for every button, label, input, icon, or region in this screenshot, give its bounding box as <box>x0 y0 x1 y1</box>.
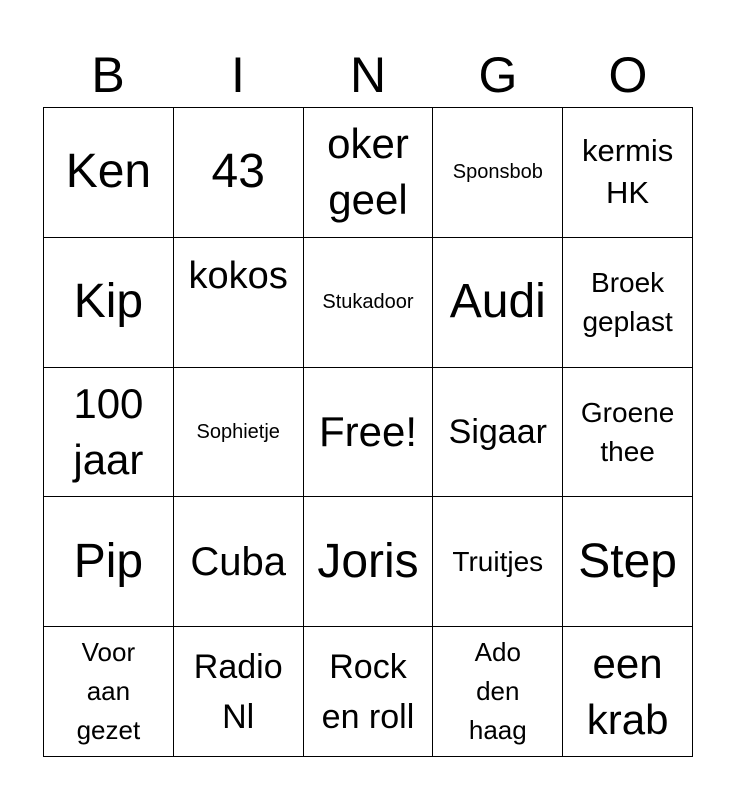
cell-text: Ado den haag <box>468 637 527 746</box>
cell-text: oker geel <box>327 120 409 224</box>
header-letter-g: G <box>478 47 518 103</box>
bingo-cell[interactable] <box>563 368 693 498</box>
cell-text: 100 jaar <box>73 379 144 483</box>
cell-text: Ken <box>65 145 152 199</box>
bingo-cell[interactable] <box>304 368 434 498</box>
cell-text: Groene thee <box>580 396 675 467</box>
header-letter-b: B <box>91 47 125 103</box>
bingo-cell[interactable] <box>433 368 563 498</box>
bingo-cell[interactable] <box>44 627 174 757</box>
bingo-cell[interactable] <box>44 108 174 238</box>
cell-text: Sophietje <box>196 420 280 443</box>
cell-text: kokos <box>188 255 288 298</box>
cell-text: Step <box>578 534 677 588</box>
header-letter-o: O <box>608 47 648 103</box>
bingo-cell[interactable] <box>174 497 304 627</box>
cell-text: Kip <box>73 275 144 329</box>
bingo-cell[interactable] <box>174 368 304 498</box>
bingo-cell[interactable] <box>304 627 434 757</box>
cell-text: Pip <box>73 534 144 588</box>
bingo-cell[interactable] <box>44 238 174 368</box>
bingo-cell[interactable] <box>563 497 693 627</box>
cell-text: Cuba <box>190 539 286 584</box>
bingo-header <box>43 42 693 108</box>
bingo-cell[interactable] <box>563 108 693 238</box>
bingo-grid <box>43 107 693 757</box>
cell-text: Free! <box>318 407 417 455</box>
bingo-cell[interactable] <box>563 627 693 757</box>
bingo-cell[interactable] <box>433 108 563 238</box>
cell-text: Joris <box>317 534 419 588</box>
cell-text: Stukadoor <box>322 291 414 314</box>
bingo-cell[interactable] <box>433 497 563 627</box>
cell-text: Audi <box>449 275 546 329</box>
cell-text: Rock en roll <box>321 647 415 736</box>
cell-text: kermis HK <box>581 133 674 211</box>
bingo-cell[interactable] <box>174 238 304 368</box>
cell-text: Sponsbob <box>452 161 543 184</box>
header-letter-n: N <box>349 47 387 103</box>
cell-text: Voor aan gezet <box>76 637 141 746</box>
bingo-cell[interactable] <box>563 238 693 368</box>
cell-text: Truitjes <box>452 546 544 578</box>
bingo-cell[interactable] <box>44 497 174 627</box>
cell-text: Sigaar <box>448 412 547 451</box>
cell-text: 43 <box>211 145 265 199</box>
bingo-cell[interactable] <box>304 497 434 627</box>
bingo-cell[interactable] <box>174 108 304 238</box>
bingo-cell[interactable] <box>44 368 174 498</box>
bingo-cell[interactable] <box>174 627 304 757</box>
header-letter-i: I <box>231 47 245 103</box>
bingo-cell[interactable] <box>304 108 434 238</box>
cell-text: Radio Nl <box>193 647 283 736</box>
cell-text: een krab <box>586 639 669 743</box>
cell-text: Broek geplast <box>582 267 673 338</box>
bingo-cell[interactable] <box>304 238 434 368</box>
bingo-cell[interactable] <box>433 627 563 757</box>
bingo-cell[interactable] <box>433 238 563 368</box>
